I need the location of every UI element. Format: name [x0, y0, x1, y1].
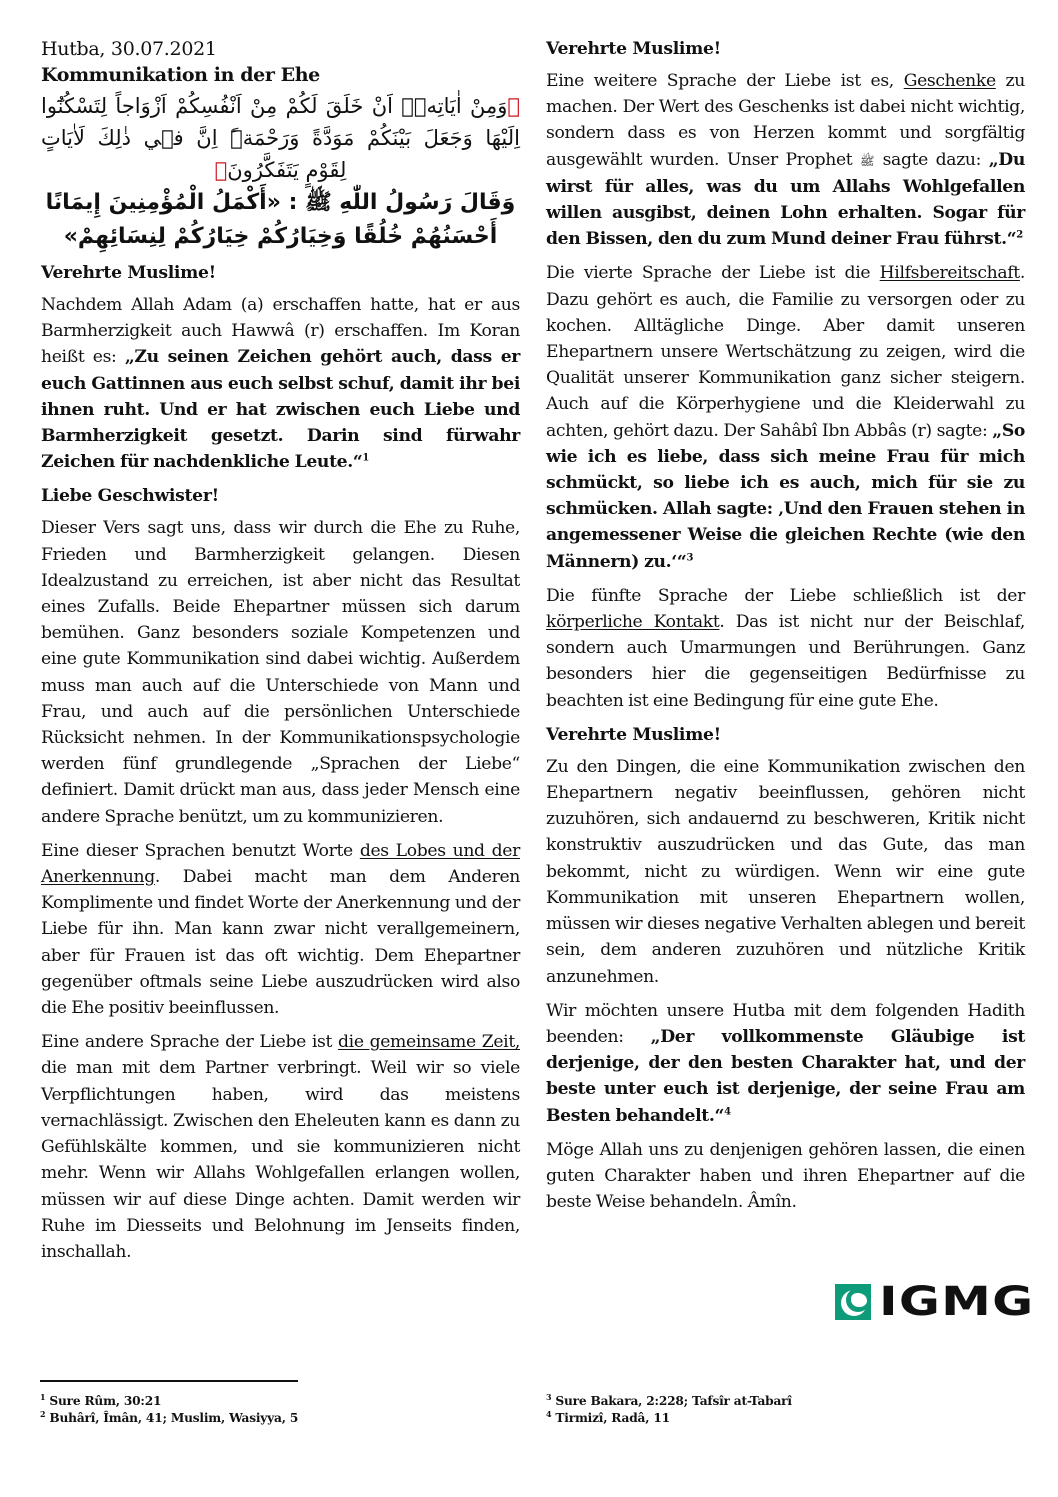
quran-quote: „Zu seinen Zeichen gehört auch, dass er euch Gattinnen aus euch selbst schuf, damit ihr bei ihnen ruht. Und er hat zwischen euch Liebe und Barmherzigkeit gesetzt. Darin sind fürwahr Zeichen für nachdenkliche Leute.“	[41, 347, 520, 473]
footnote-number: 2	[40, 1408, 46, 1419]
footnote	[546, 1410, 670, 1427]
paragraph-text: zu machen. Der Wert des Geschenks ist dabei nicht wichtig, sondern dass es von Herzen kommt und sorgfältig ausgewählt wurden. Unser Prophet	[546, 71, 1025, 170]
igmg-logo	[835, 1279, 1035, 1325]
logo-text: IGMG	[879, 1279, 1035, 1325]
footnote-ref: 4	[724, 1105, 731, 1117]
footnote-text: Buhârî, Îmân, 41; Muslim, Wasiyya, 5	[49, 1411, 299, 1425]
crescent-globe-icon	[835, 1284, 871, 1320]
hadith-quote: „So wie ich es liebe, dass sich meine Frau für mich schmückt, so liebe ich es auch, mich für sie zu schmücken. Allah sagte: ‚Und den Frauen stehen in angemessener Weise die gleichen Rechte (wie den Männern) zu.‘“	[546, 420, 1025, 572]
footnote	[40, 1393, 161, 1410]
paragraph-text: Die fünfte Sprache der Liebe schließlich ist der	[546, 585, 1025, 606]
paragraph-text: sagte dazu:	[874, 149, 989, 170]
sermon-date: Hutba, 30.07.2021	[41, 38, 217, 60]
paragraph-text: . Das ist nicht nur der Beischlaf, sondern auch Umarmungen und Berührungen. Ganz besonders hier die gegenseitigen Bedürfnisse zu beachten ist eine Bedingung für eine gute Ehe.	[546, 612, 1025, 711]
hadith-intro: وَقَالَ رَسُولُ اللّٰهِ ﷺ :	[288, 190, 516, 215]
verse-text: وَمِنْ اٰيَاتِه۪ۤ اَنْ خَلَقَ لَكُمْ مِنْ اَنْفُسِكُمْ اَزْوَاجاً لِتَسْكُنُٓوا اِلَيْهَا وَجَعَلَ بَيْنَكُمْ مَوَدَّةً وَرَحْمَةًۜ اِنَّ ف۪ي ذٰلِكَ لَاٰيَاتٍ لِقَوْمٍ يَتَفَكَّرُونَ	[41, 94, 520, 182]
paragraph: Zu den Dingen, die eine Kommunikation zwischen den Ehepartnern negativ beeinflussen, gehören nicht zuzuhören, sich andauernd zu beschweren, Kritik nicht konstruktiv auszudrücken und das Gute, das man bekommt, nicht zu würdigen. Wenn wir eine gute Kommunikation mit unseren Ehepartnern wollen, müssen wir dieses negative Verhalten ablegen und bereit sein, dem anderen zuzuhören und nützliche Kritik anzunehmen.	[546, 756, 1025, 987]
footnote-divider	[40, 1380, 298, 1382]
sermon-title: Kommunikation in der Ehe	[41, 64, 320, 86]
footnote-number: 3	[546, 1391, 552, 1402]
footnote-text: Sure Bakara, 2:228; Tafsîr at-Tabarî	[555, 1394, 792, 1408]
underlined-term: Geschenke	[903, 71, 996, 91]
paragraph-text: . Dabei macht man dem Anderen Komplimente und findet Worte der Anerkennung und der Liebe für ihn. Man kann zwar nicht verallgemeinern, aber für Frauen ist das oft wichtig. Dem Ehepartner gegenüber oftmals seine Liebe auszudrücken wird also die Ehe positiv beeinflussen.	[41, 867, 520, 1019]
footnote-ref: 3	[686, 551, 694, 563]
paragraph	[546, 260, 1025, 574]
footnote-number: 1	[40, 1391, 46, 1402]
paragraph-text: Nachdem Allah Adam (a) erschaffen hatte, hat er aus Barmherzigkeit auch Hawwâ (r) erschaffen. Im Koran heißt es:	[41, 295, 520, 368]
underlined-term: körperliche Kontakt	[546, 612, 720, 633]
footnote-ref: 1	[362, 452, 370, 464]
section-heading: Verehrte Muslime!	[546, 724, 721, 745]
paragraph	[41, 292, 520, 475]
left-column	[41, 36, 520, 1273]
paragraph: Möge Allah uns zu denjenigen gehören lassen, die einen guten Charakter haben und ihren Ehepartner auf die beste Weise behandeln. Âmîn.	[546, 1139, 1025, 1213]
paragraph-text: Wir möchten unsere Hutba mit dem folgenden Hadith beenden:	[546, 1000, 1025, 1047]
underlined-term: des Lobes und der Anerkennung	[41, 840, 520, 888]
hadith-quote: „Der vollkommenste Gläubige ist derjenige, der den besten Charakter hat, und der beste unter euch ist derjenige, der seine Frau am Besten behandelt.“	[546, 1026, 1025, 1126]
footnote-number: 4	[546, 1408, 552, 1419]
paragraph-text: Die vierte Sprache der Liebe ist die	[546, 263, 880, 284]
paragraph-text: . Dazu gehört es auch, die Familie zu versorgen oder zu kochen. Alltägliche Dinge. Aber damit unseren Ehepartnern unsere Wertschätzung zu zeigen, wird die Qualität unserer Kommunikation ganz sicher steigern. Auch auf die Körperhygiene und die Kleiderwahl zu achten, gehört dazu. Der Sahâbî Ibn Abbâs (r) sagte:	[546, 263, 1025, 441]
salawat-icon: ﷺ	[860, 153, 875, 168]
underlined-term: die gemeinsame Zeit,	[338, 1032, 521, 1053]
footnote-text: Sure Rûm, 30:21	[49, 1394, 162, 1408]
section-heading: Liebe Geschwister!	[41, 486, 219, 507]
footnote-text: Tirmizî, Radâ, 11	[555, 1411, 670, 1425]
section-heading: Verehrte Muslime!	[41, 263, 216, 283]
footnote-ref: 2	[1016, 229, 1023, 241]
paragraph	[41, 838, 520, 1021]
footnote	[546, 1393, 792, 1410]
paragraph: Dieser Vers sagt uns, dass wir durch die Ehe zu Ruhe, Frieden und Barmherzigkeit gelangen. Diesen Idealzustand zu erreichen, ist aber nicht das Resultat eines Zufalls. Beide Ehepartner müssen sich darum bemühen. Ganz besonders soziale Kompetenzen und eine gute Kommunikation sind dabei wichtig. Außerdem muss man auch auf die Unterschiede von Mann und Frau, und auch auf die persönlichen Unterschiede Rücksicht nehmen. In der Kommunikationspsychologie werden fünf grundlegende „Sprachen der Liebe“ definiert. Damit drückt man aus, dass jeder Mensch eine andere Sprache benützt, um zu kommunizieren.	[41, 518, 520, 827]
right-column	[546, 36, 1025, 1223]
hadith-quote: „Du wirst für alles, was du um Allahs Wohlgefallen willen ausgibst, deinen Lohn erhalten. Sogar für den Bissen, den du zum Mund deiner Frau führst.“	[546, 149, 1025, 250]
paragraph-text: die man mit dem Partner verbringt. Weil wir so viele Verpflichtungen haben, wird das meistens vernachlässigt. Zwischen den Eheleuten kann es dann zu Gefühlskälte kommen, und sie kommunizieren nicht mehr. Wenn wir Allahs Wohlgefallen erlangen wollen, müssen wir auf diese Dinge achten. Damit werden wir Ruhe im Diesseits und Belohnung im Jenseits finden, inschallah.	[41, 1058, 520, 1262]
verse-bracket-open-icon: ﴿	[507, 94, 520, 118]
quran-verse-arabic	[41, 90, 520, 186]
section-heading: Verehrte Muslime!	[546, 39, 721, 59]
footnote	[40, 1410, 298, 1427]
verse-bracket-close-icon: ﴾	[214, 158, 228, 182]
paragraph	[546, 583, 1025, 714]
paragraph-text: Eine weitere Sprache der Liebe ist es,	[546, 71, 904, 91]
paragraph-text: Eine andere Sprache der Liebe ist	[41, 1032, 339, 1053]
underlined-term: Hilfsbereitschaft	[879, 263, 1020, 284]
paragraph	[41, 1029, 520, 1265]
paragraph	[546, 998, 1025, 1129]
paragraph-text: Eine dieser Sprachen benutzt Worte	[41, 840, 360, 861]
hadith-text: «أَكْمَلُ الْمُؤْمِنِينَ إِيمَانًا أَحْسَنُهُمْ خُلُقًا وَخِيَارُكُمْ خِيَارُكُمْ لِنِسَائِهِمْ»	[45, 190, 498, 249]
hadith-arabic	[41, 186, 520, 254]
paragraph	[546, 68, 1025, 252]
